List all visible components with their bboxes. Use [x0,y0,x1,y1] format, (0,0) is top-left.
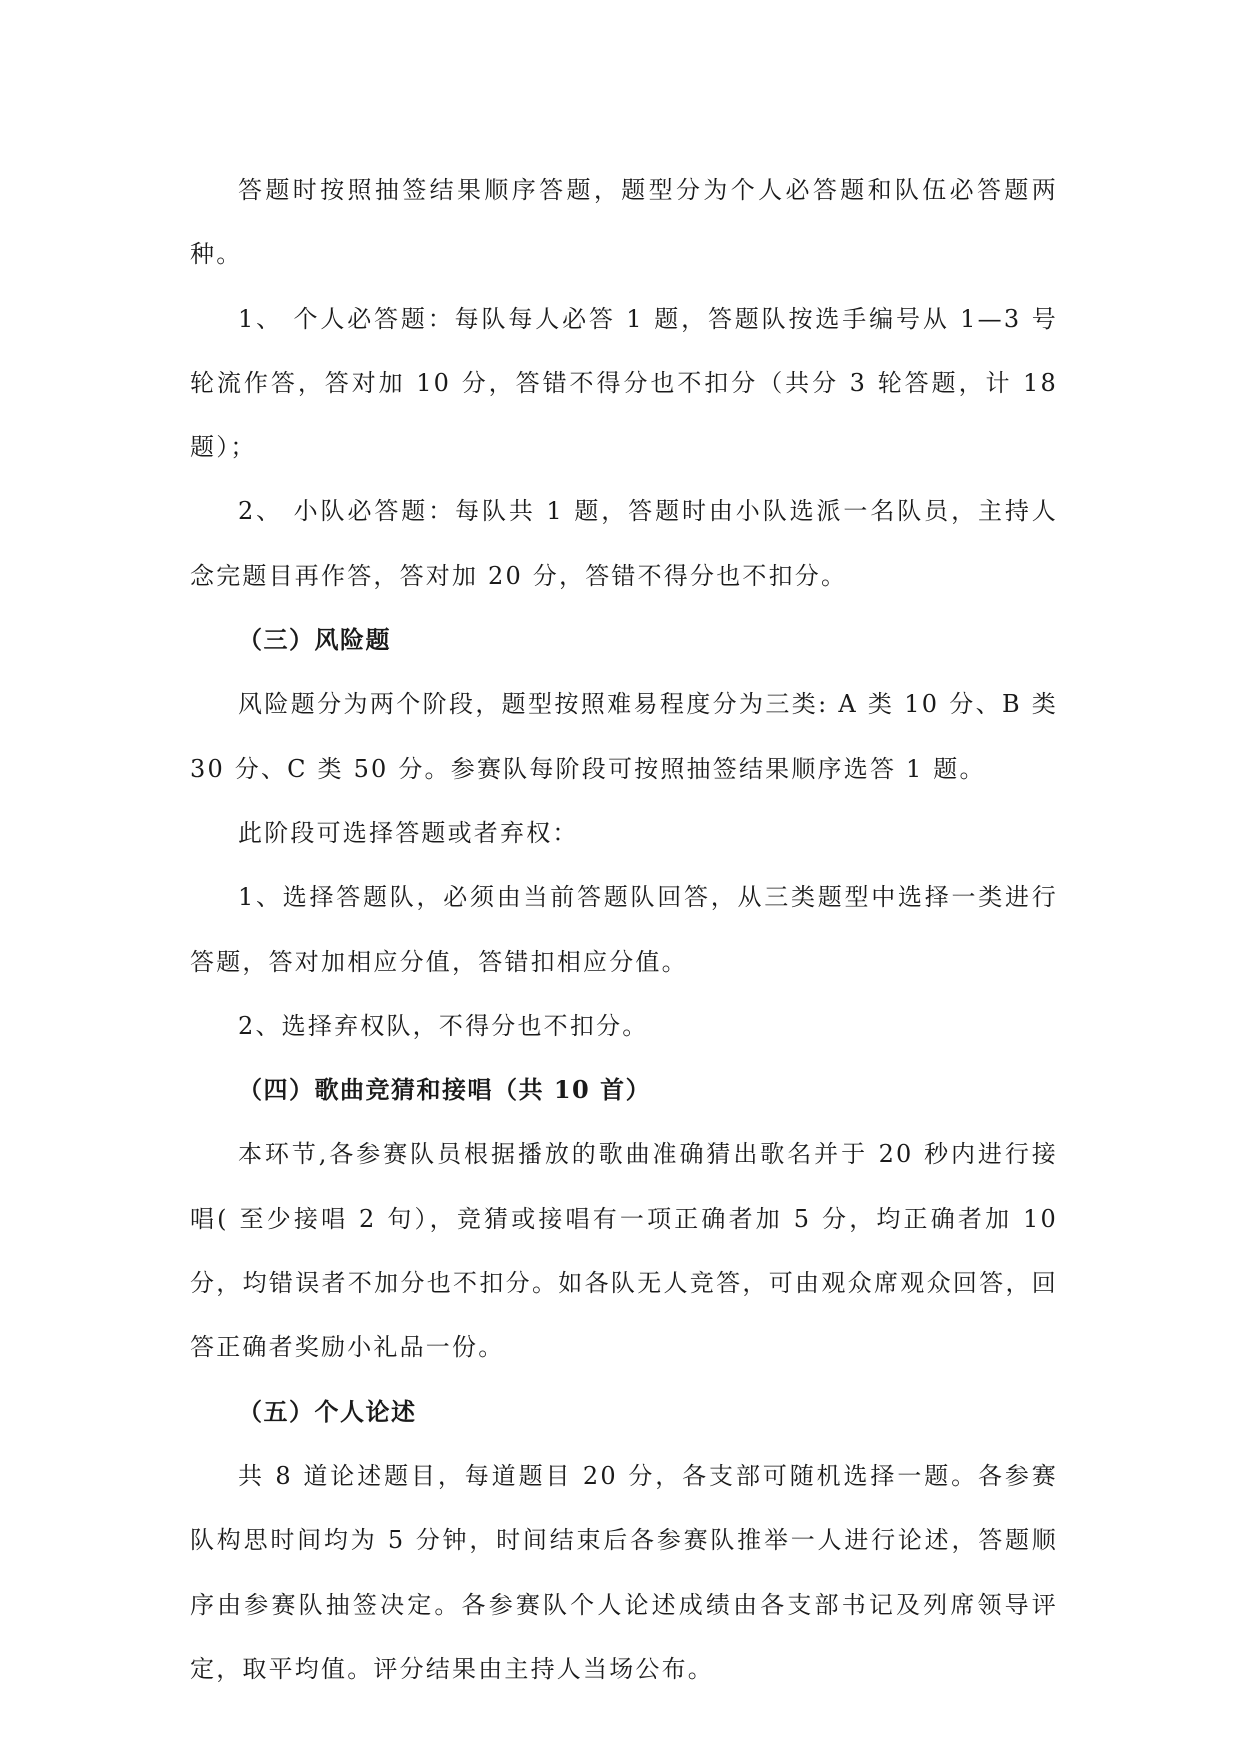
document-body [190,158,1058,1701]
paragraph-song-guessing-rules: 本环节,各参赛队员根据播放的歌曲准确猜出歌名并于 20 秒内进行接唱( 至少接唱 2 句），竞猜或接唱有一项正确者加 5 分，均正确者加 10 分，均错误者不加分也不扣分。如各队无人竞答，可由观众席观众回答，回答正确者奖励小礼品一份。 [190,1140,1058,1362]
section-heading-risk-questions: （三）风险题 [238,625,391,655]
paragraph-team-questions: 2、 小队必答题：每队共 1 题，答题时由小队选派一名队员，主持人念完题目再作答，答对加 20 分，答错不得分也不扣分。 [190,497,1058,590]
paragraph-risk-stages: 风险题分为两个阶段，题型按照难易程度分为三类: A 类 10 分、B 类 30 分、C 类 50 分。参赛队每阶段可按照抽签结果顺序选答 1 题。 [190,690,1058,783]
paragraph-answer-or-abstain: 此阶段可选择答题或者弃权： [238,818,579,847]
paragraph-choose-answer: 1、选择答题队，必须由当前答题队回答，从三类题型中选择一类进行答题，答对加相应分值，答错扣相应分值。 [190,883,1058,976]
section-heading-song-guessing: （四）歌曲竞猜和接唱（共 10 首） [238,1075,652,1105]
paragraph-individual-questions: 1、 个人必答题：每队每人必答 1 题，答题队按选手编号从 1—3 号轮流作答，答对加 10 分，答错不得分也不扣分（共分 3 轮答题，计 18 题）； [190,304,1058,462]
paragraph-answer-order: 答题时按照抽签结果顺序答题，题型分为个人必答题和队伍必答题两种。 [190,176,1058,269]
section-heading-personal-discussion: （五）个人论述 [238,1396,417,1426]
paragraph-choose-abstain: 2、选择弃权队，不得分也不扣分。 [238,1011,649,1040]
paragraph-personal-discussion-rules: 共 8 道论述题目，每道题目 20 分，各支部可随机选择一题。各参赛队构思时间均为 5 分钟，时间结束后各参赛队推举一人进行论述，答题顺序由参赛队抽签决定。各参赛队个人论述成绩由各支部书记及列席领导评定，取平均值。评分结果由主持人当场公布。 [190,1461,1058,1683]
